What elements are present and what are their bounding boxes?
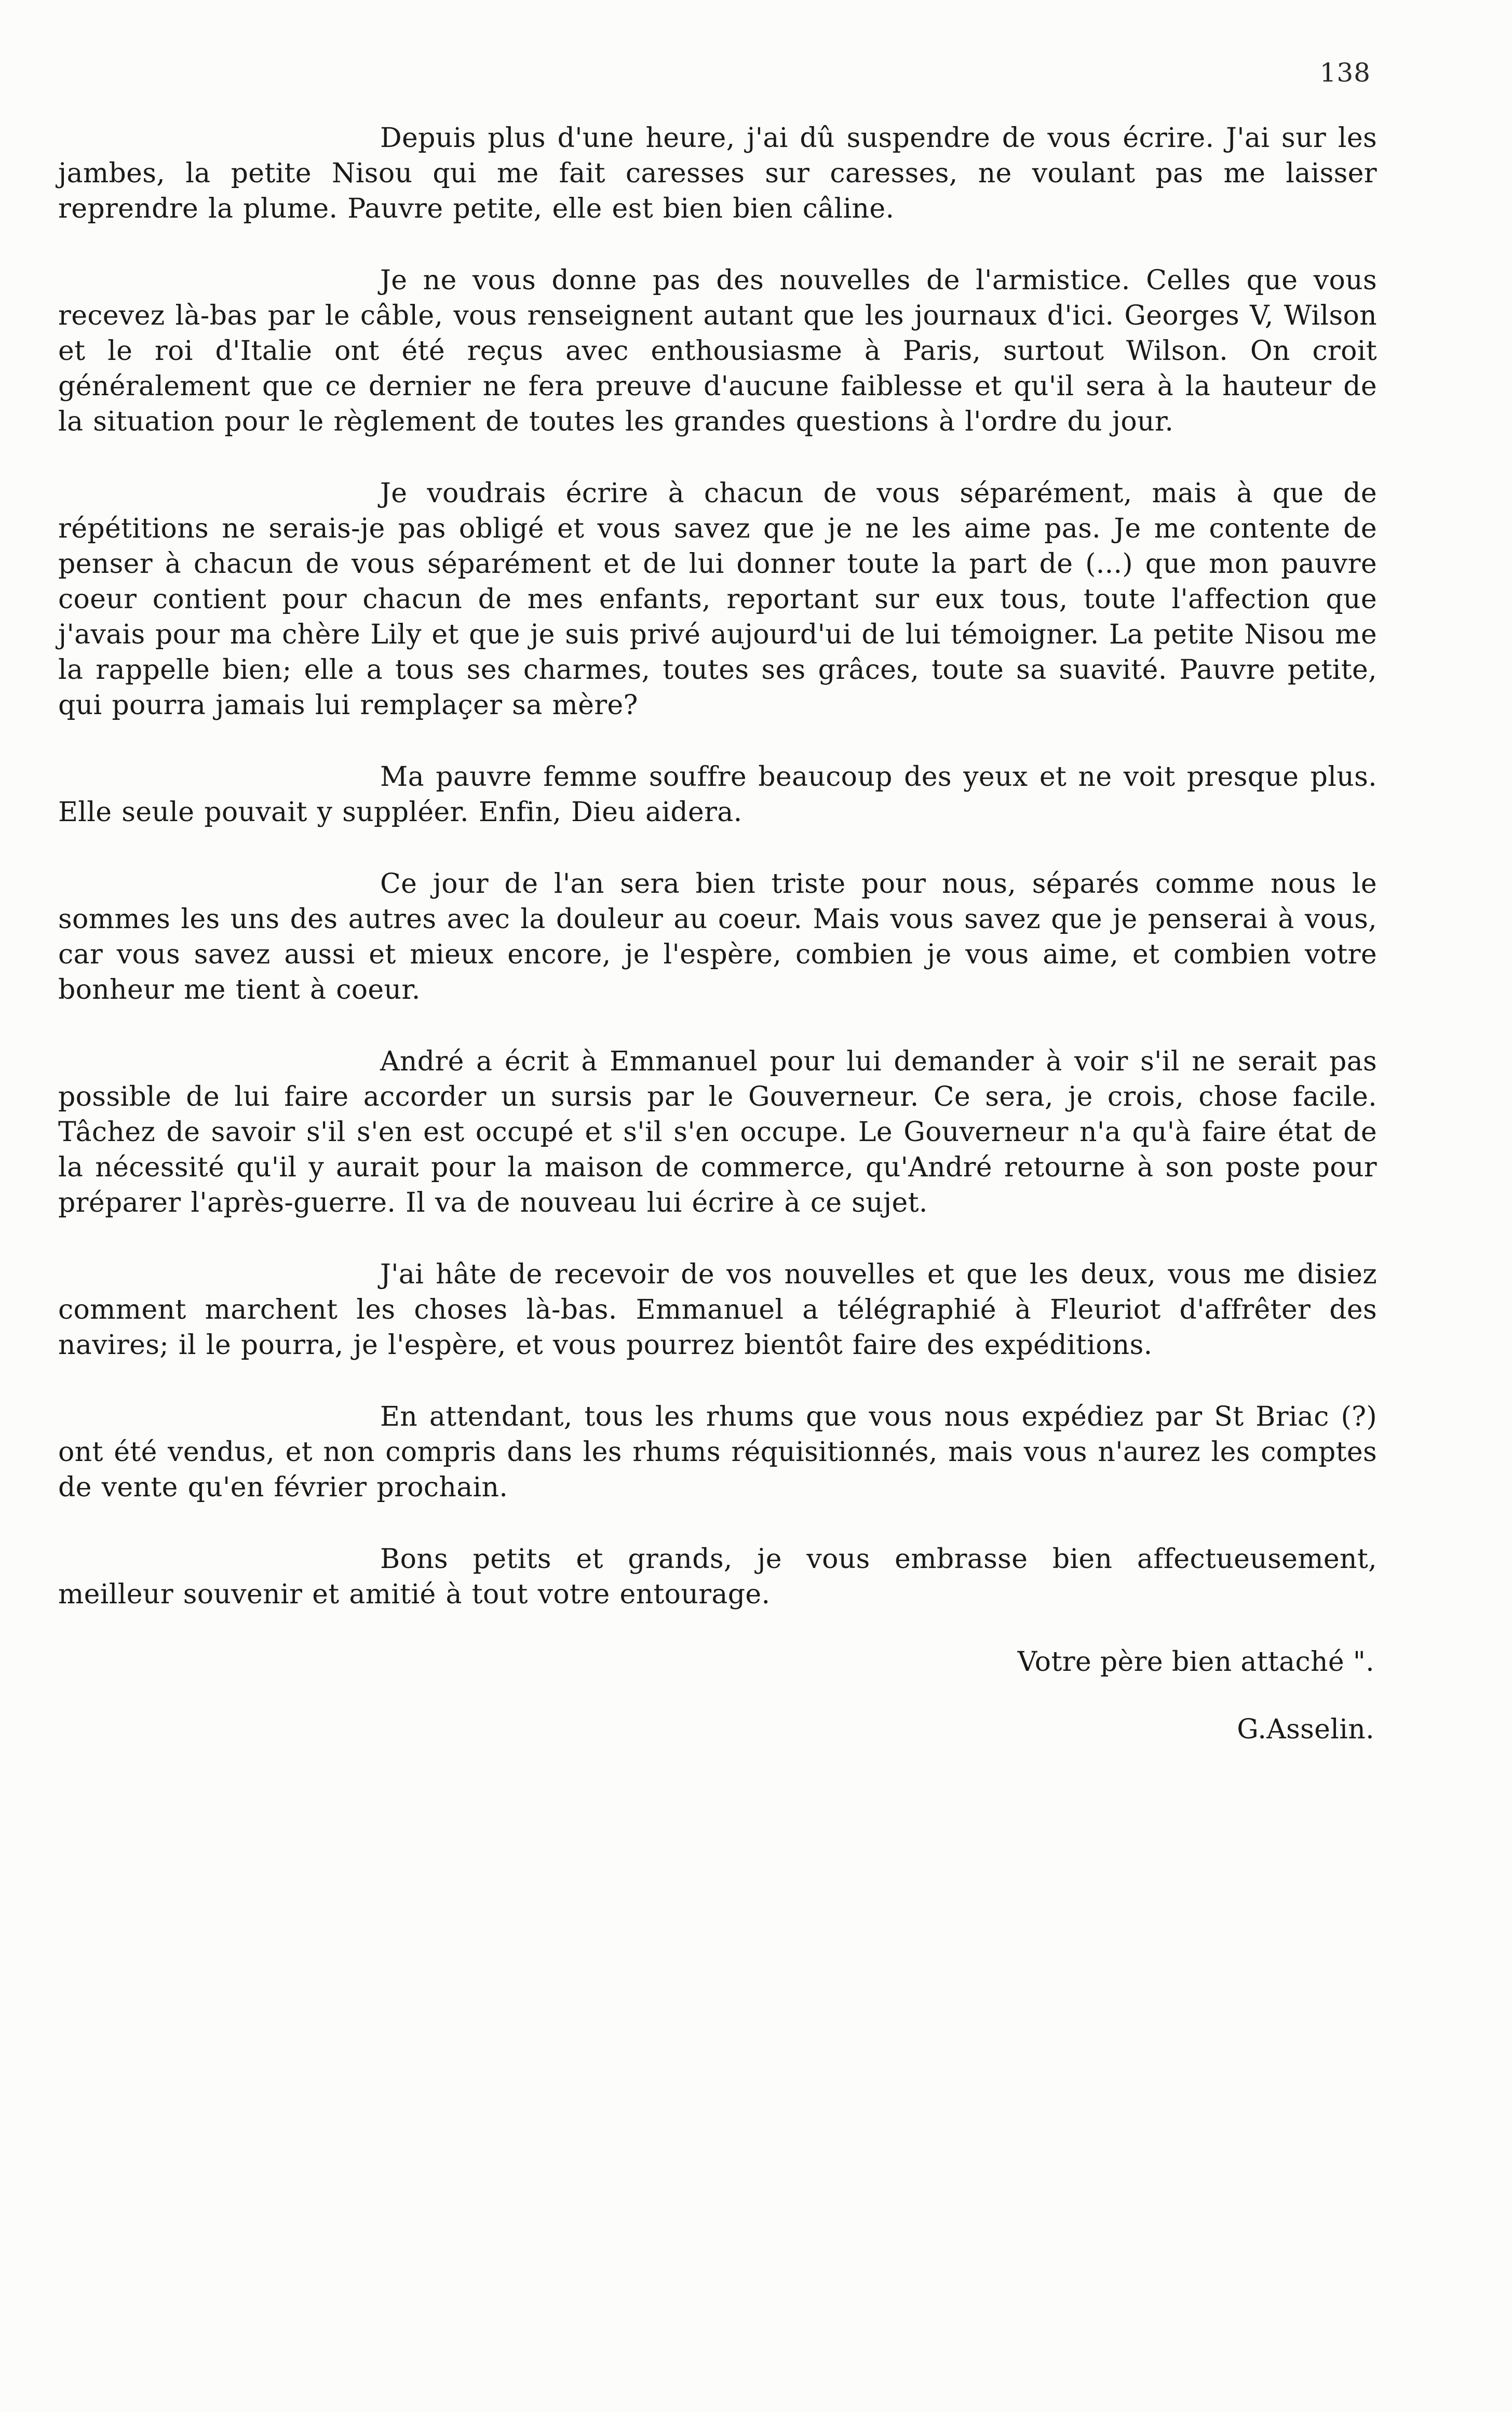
paragraph: J'ai hâte de recevoir de vos nouvelles et que les deux, vous me disiez comment marchent les choses là-bas. Emmanuel a télégraphié à Fleuriot d'affrêter des navires; il le pourra, je l'espère, et vous pourrez bientôt faire des expéditions.	[58, 1259, 1377, 1361]
paragraph: Je ne vous donne pas des nouvelles de l'armistice. Celles que vous recevez là-bas par le câble, vous renseignent autant que les journaux d'ici. Georges V, Wilson et le roi d'Italie ont été reçus avec enthousiasme à Paris, surtout Wilson. On croit généralement que ce dernier ne fera preuve d'aucune faiblesse et qu'il sera à la hauteur de la situation pour le règlement de toutes les grandes questions à l'ordre du jour.	[58, 265, 1377, 437]
letter-body	[58, 120, 1377, 1747]
paragraph: André a écrit à Emmanuel pour lui demander à voir s'il ne serait pas possible de lui faire accorder un sursis par le Gouverneur. Ce sera, je crois, chose facile. Tâchez de savoir s'il s'en est occupé et s'il s'en occupe. Le Gouverneur n'a qu'à faire état de la nécessité qu'il y aurait pour la maison de commerce, qu'André retourne à son poste pour préparer l'après-guerre. Il va de nouveau lui écrire à ce sujet.	[58, 1046, 1377, 1218]
page-number: 138	[1319, 58, 1371, 88]
paragraph: Ma pauvre femme souffre beaucoup des yeux et ne voit presque plus. Elle seule pouvait y suppléer. Enfin, Dieu aidera.	[58, 761, 1377, 828]
signoff: Votre père bien attaché ".	[1017, 1646, 1374, 1678]
paragraph: En attendant, tous les rhums que vous nous expédiez par St Briac (?) ont été vendus, et non compris dans les rhums réquisitionnés, mais vous n'aurez les comptes de vente qu'en février prochain.	[58, 1401, 1377, 1503]
closing-paragraph: Bons petits et grands, je vous embrasse bien affectueusement, meilleur souvenir et amitié à tout votre entourage.	[58, 1544, 1377, 1610]
signature: G.Asselin.	[1237, 1714, 1374, 1745]
paragraph: Je voudrais écrire à chacun de vous séparément, mais à que de répétitions ne serais-je pas obligé et vous savez que je ne les aime pas. Je me contente de penser à chacun de vous séparément et de lui donner toute la part de (...) que mon pauvre coeur contient pour chacun de mes enfants, reportant sur eux tous, toute l'affection que j'avais pour ma chère Lily et que je suis privé aujourd'ui de lui témoigner. La petite Nisou me la rappelle bien; elle a tous ses charmes, toutes ses grâces, toute sa suavité. Pauvre petite, qui pourra jamais lui remplaçer sa mère?	[58, 478, 1377, 721]
paragraph: Depuis plus d'une heure, j'ai dû suspendre de vous écrire. J'ai sur les jambes, la petite Nisou qui me fait caresses sur caresses, ne voulant pas me laisser reprendre la plume. Pauvre petite, elle est bien bien câline.	[58, 123, 1377, 224]
paragraph: Ce jour de l'an sera bien triste pour nous, séparés comme nous le sommes les uns des autres avec la douleur au coeur. Mais vous savez que je penserai à vous, car vous savez aussi et mieux encore, je l'espère, combien je vous aime, et combien votre bonheur me tient à coeur.	[58, 868, 1377, 1006]
